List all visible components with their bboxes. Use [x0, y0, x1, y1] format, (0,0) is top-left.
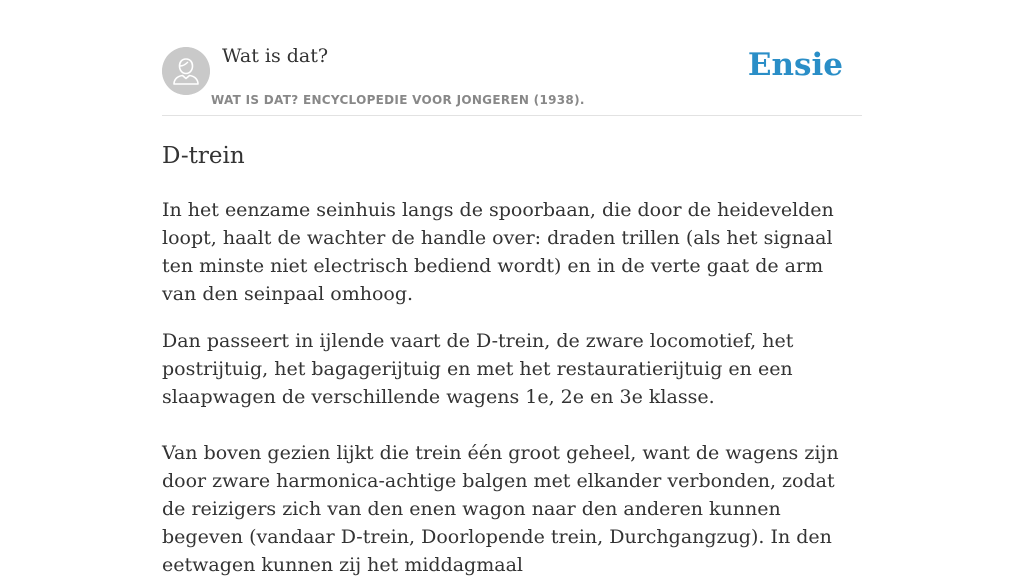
source-header [162, 0, 862, 116]
source-title-link[interactable]: Wat is dat? [222, 45, 329, 67]
article-paragraph: In het eenzame seinhuis langs de spoorbaan, die door de heidevelden loopt, haalt de wachter de handle over: draden trillen (als het signaal ten minste niet electrisch bediend wordt) en in de verte gaat de arm van den seinpaal omhoog. [162, 199, 834, 305]
article-paragraph: Dan passeert in ijlende vaart de D-trein, de zware locomotief, het postrijtuig, het bagagerijtuig en met het restauratierijtuig en een slaapwagen de verschillende wagens 1e, 2e en 3e klasse. [162, 330, 794, 408]
user-icon[interactable] [162, 47, 210, 95]
source-subtitle: WAT IS DAT? ENCYCLOPEDIE VOOR JONGEREN (1938). [211, 93, 585, 107]
ensie-logo[interactable]: Ensie [747, 47, 843, 83]
article-title: D-trein [162, 143, 245, 169]
article-paragraph: Van boven gezien lijkt die trein één groot geheel, want de wagens zijn door zware harmonica-achtige balgen met elkander verbonden, zodat de reizigers zich van den enen wagon naar den anderen kunnen begeven (vandaar D-trein, Doorlopende trein, Durchgangzug). In den eetwagen kunnen zij het middagmaal [162, 442, 839, 576]
page [162, 0, 862, 579]
